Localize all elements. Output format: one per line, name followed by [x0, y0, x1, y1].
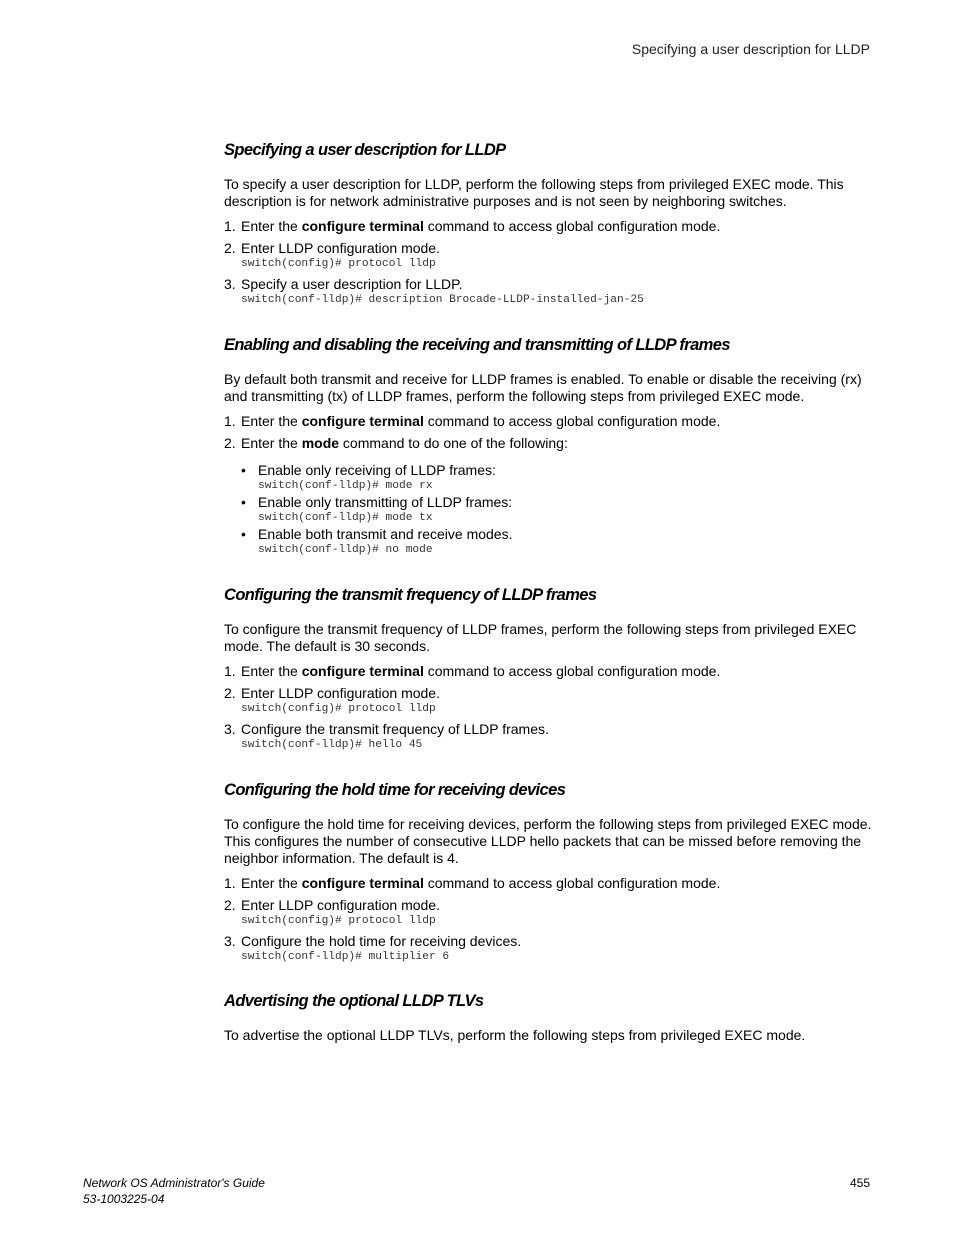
page-number: 455 — [849, 1176, 870, 1190]
step-item — [224, 897, 872, 928]
step-item — [224, 413, 872, 430]
command-name: mode — [301, 435, 340, 451]
step-item — [224, 435, 872, 557]
step-number: 3. — [224, 933, 236, 949]
step-text: Enter LLDP configuration mode. — [241, 685, 440, 701]
code-example: switch(config)# protocol lldp — [241, 258, 436, 270]
section-intro: To configure the transmit frequency of LLDP frames, perform the following steps from privileged EXEC mode. The default is 30 seconds. — [224, 621, 857, 654]
step-item — [224, 240, 872, 271]
option-list — [241, 462, 872, 557]
section-optional-tlvs — [224, 991, 872, 1044]
step-text: command to access global configuration mode. — [423, 218, 721, 234]
code-example: switch(conf-lldp)# mode rx — [258, 480, 433, 492]
section-intro: To configure the hold time for receiving devices, perform the following steps from privileged EXEC mode. This configures the number of consecutive LLDP hello packets that can be missed before removing the neighbor information. The default is 4. — [224, 816, 872, 866]
section-hold-time — [224, 780, 872, 969]
section-rx-tx — [224, 335, 872, 562]
section-heading: Configuring the transmit frequency of LLDP frames — [224, 586, 597, 604]
bullet-marker: • — [241, 462, 246, 478]
section-heading: Enabling and disabling the receiving and transmitting of LLDP frames — [224, 336, 730, 354]
section-intro: To advertise the optional LLDP TLVs, perform the following steps from privileged EXEC mode. — [224, 1027, 806, 1043]
step-text: Enter the — [241, 875, 302, 891]
step-number: 1. — [224, 413, 236, 429]
step-list — [224, 218, 872, 307]
option-text: Enable only receiving of LLDP frames: — [258, 462, 496, 478]
command-name: configure terminal — [301, 663, 424, 679]
option-item — [241, 526, 872, 557]
code-example: switch(conf-lldp)# mode tx — [258, 512, 433, 524]
step-text: Configure the transmit frequency of LLDP frames. — [241, 721, 549, 737]
step-text: command to do one of the following: — [339, 435, 568, 451]
footer-doc-number: 53-1003225-04 — [83, 1192, 165, 1206]
step-text: command to access global configuration mode. — [423, 663, 721, 679]
step-item — [224, 875, 872, 892]
step-item — [224, 218, 872, 235]
code-example: switch(config)# protocol lldp — [241, 915, 436, 927]
step-number: 3. — [224, 721, 236, 737]
code-example: switch(conf-lldp)# multiplier 6 — [241, 951, 450, 963]
step-number: 2. — [224, 897, 236, 913]
option-item — [241, 494, 872, 525]
running-header: Specifying a user description for LLDP — [631, 41, 870, 57]
step-number: 1. — [224, 875, 236, 891]
footer-document-info — [83, 1175, 265, 1207]
command-name: configure terminal — [301, 875, 424, 891]
option-item — [241, 462, 872, 493]
step-text: Configure the hold time for receiving devices. — [241, 933, 522, 949]
code-example: switch(conf-lldp)# hello 45 — [241, 739, 423, 751]
section-heading: Advertising the optional LLDP TLVs — [224, 992, 484, 1010]
step-text: Enter the — [241, 663, 302, 679]
step-text: Enter the — [241, 218, 302, 234]
bullet-marker: • — [241, 526, 246, 542]
step-text: Enter the — [241, 413, 302, 429]
section-intro: By default both transmit and receive for LLDP frames is enabled. To enable or disable the receiving (rx) and transmitting (tx) of LLDP frames, perform the following steps from privileged EXEC mode. — [224, 371, 862, 404]
section-intro: To specify a user description for LLDP, perform the following steps from privileged EXEC mode. This description is for network administrative purposes and is not seen by neighboring switches. — [224, 176, 844, 209]
step-item — [224, 685, 872, 716]
option-text: Enable both transmit and receive modes. — [258, 526, 513, 542]
footer-guide-title: Network OS Administrator's Guide — [83, 1176, 265, 1190]
section-heading: Specifying a user description for LLDP — [224, 141, 506, 159]
step-item — [224, 721, 872, 752]
step-item — [224, 276, 872, 307]
step-list — [224, 875, 872, 964]
code-example: switch(conf-lldp)# description Brocade-LLDP-installed-jan-25 — [241, 294, 644, 306]
step-number: 2. — [224, 685, 236, 701]
step-number: 2. — [224, 435, 236, 451]
bullet-marker: • — [241, 494, 246, 510]
section-transmit-frequency — [224, 585, 872, 757]
step-list — [224, 663, 872, 752]
step-number: 2. — [224, 240, 236, 256]
step-text: Enter LLDP configuration mode. — [241, 897, 440, 913]
section-heading: Configuring the hold time for receiving devices — [224, 781, 566, 799]
step-text: command to access global configuration mode. — [423, 413, 721, 429]
step-text: Specify a user description for LLDP. — [241, 276, 463, 292]
code-example: switch(config)# protocol lldp — [241, 703, 436, 715]
code-example: switch(conf-lldp)# no mode — [258, 544, 433, 556]
step-item — [224, 933, 872, 964]
step-text: Enter LLDP configuration mode. — [241, 240, 440, 256]
command-name: configure terminal — [301, 413, 424, 429]
section-user-description — [224, 140, 872, 312]
command-name: configure terminal — [301, 218, 424, 234]
step-text: command to access global configuration mode. — [423, 875, 721, 891]
option-text: Enable only transmitting of LLDP frames: — [258, 494, 513, 510]
step-number: 1. — [224, 663, 236, 679]
step-number: 3. — [224, 276, 236, 292]
step-text: Enter the — [241, 435, 302, 451]
step-item — [224, 663, 872, 680]
step-list — [224, 413, 872, 557]
step-number: 1. — [224, 218, 236, 234]
